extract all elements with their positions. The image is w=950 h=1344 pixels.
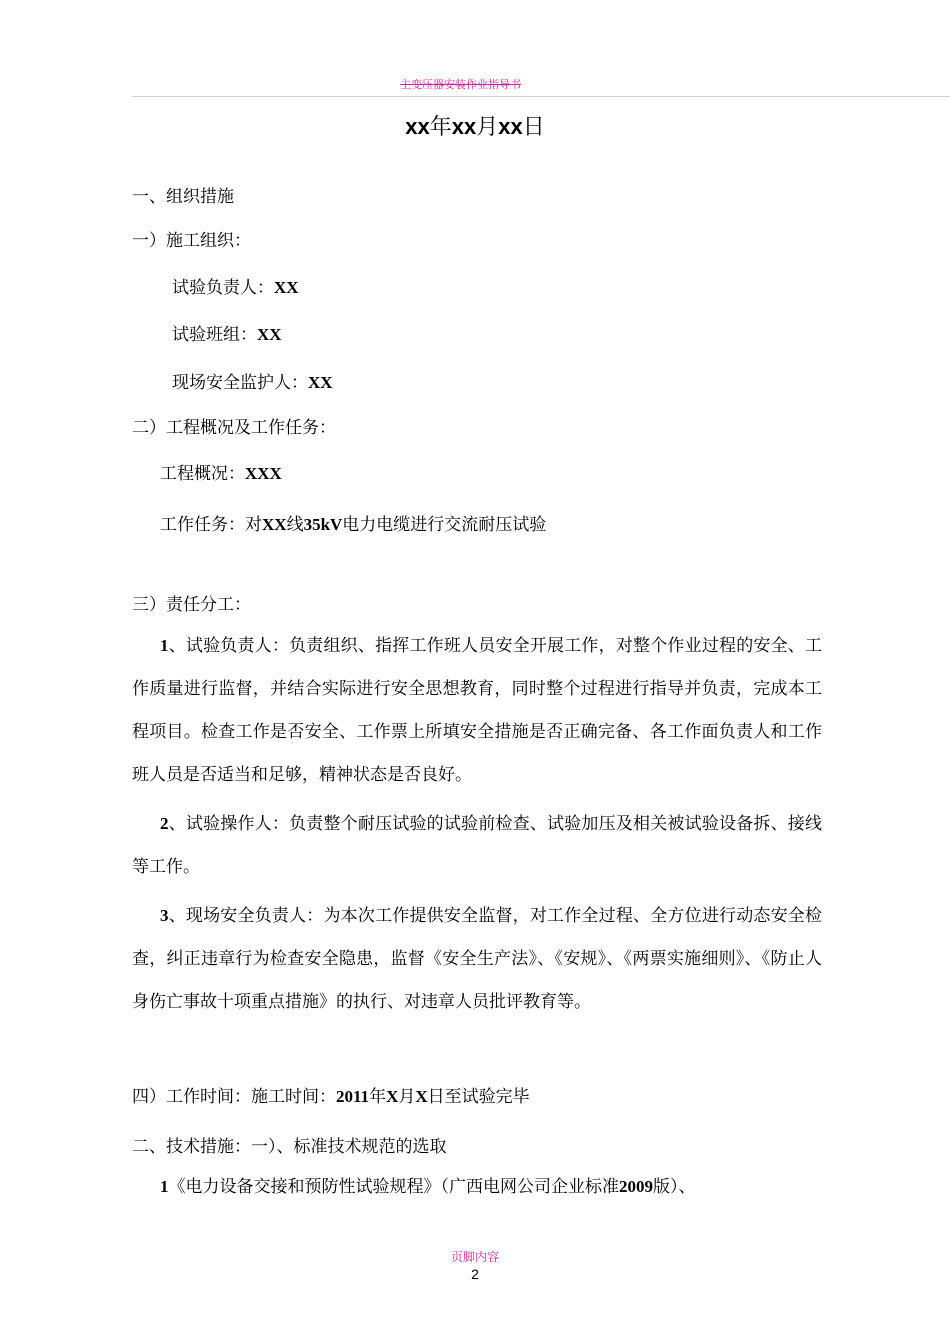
subsection-responsibility: 三）责任分工： [132, 595, 251, 615]
task-line: 工作任务：对XX线35kV电力电缆进行交流耐压试验 [160, 515, 547, 535]
subsection-overview: 二）工程概况及工作任务： [132, 418, 336, 438]
responsibility-item-2: 2、试验操作人：负责整个耐压试验的试验前检查、试验加压及相关被试验设备拆、接线等工作。 [132, 814, 822, 877]
standard-item-1: 1《电力设备交接和预防性试验规程》（广西电网公司企业标准2009版）、 [160, 1177, 696, 1197]
work-time-line: 四）工作时间：施工时间：2011年X月X日至试验完毕 [132, 1087, 530, 1107]
footer-text: 页脚内容 [450, 1250, 499, 1264]
section-heading-org: 一、组织措施 [132, 187, 234, 207]
responsibility-item-1: 1、试验负责人：负责组织、指挥工作班人员安全开展工作，对整个作业过程的安全、工作质量进行监督，并结合实际进行安全思想教育，同时整个过程进行指导并负责，完成本工程项目。检查工作是否安全、工作票上所填安全措施是否正确完备、各工作面负责人和工作班人员是否适当和足够，精神状态是否良好。 [132, 636, 822, 785]
safety-guard-line: 现场安全监护人：XX [172, 373, 333, 393]
running-header: 主变压器安装作业指导书 [400, 78, 521, 91]
page-number: 2 [471, 1266, 479, 1282]
section-heading-tech: 二、技术措施：一）、标准技术规范的选取 [132, 1137, 447, 1157]
header-rule [132, 96, 950, 97]
subsection-construction-org: 一）施工组织： [132, 231, 251, 251]
date-title: xx年xx月xx日 [405, 114, 545, 140]
overview-line: 工程概况：XXX [160, 464, 282, 484]
test-leader-line: 试验负责人：XX [172, 278, 299, 298]
responsibility-item-3: 3、现场安全负责人：为本次工作提供安全监督，对工作全过程、全方位进行动态安全检查，纠正违章行为检查安全隐患，监督《安全生产法》、《安规》、《两票实施细则》、《防止人身伤亡事故十项重点措施》的执行、对违章人员批评教育等。 [132, 906, 822, 1012]
test-team-line: 试验班组：XX [172, 325, 282, 345]
